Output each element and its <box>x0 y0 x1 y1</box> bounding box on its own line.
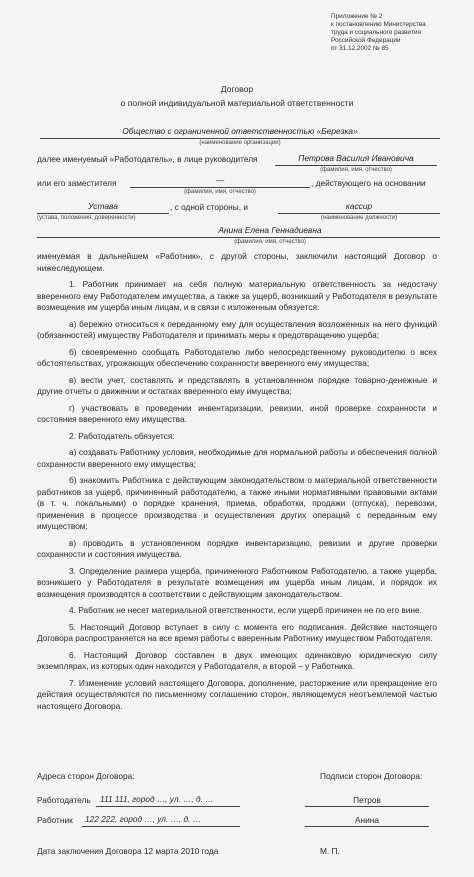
body-paragraph: 3. Определение размера ущерба, причиненного Работником Работодателю, а также ущерба, возникшего у Работодателя в результате возмещения им ущерба иным лицам, и порядок их возмещения производятся в соответствии с действующим законодательством. <box>37 565 437 599</box>
head-name-caption: (фамилия, имя, отчество) <box>320 167 392 173</box>
head-name: Петрова Василия Ивановича <box>298 153 414 163</box>
body-paragraph: в) вести учет, составлять и представлять в установленном порядке товарно-денежные и другие отчеты о движении и остатках вверенного ему имущества; <box>37 374 437 396</box>
body-paragraph: 6. Настоящий Договор составлен в двух имеющих одинаковую юридическую силу экземплярах, из которых один находится у Работодателя, а второй – у Работника. <box>37 649 437 671</box>
organization-name: Общество с ограниченной ответственностью «Березка» <box>122 126 358 136</box>
employer-label: Работодатель <box>37 795 91 805</box>
body-paragraph: а) бережно относиться к переданному ему для осуществления возложенных на него функций (обязанностей) имуществу Работодателя и принимать меры к предотвращению ущерба; <box>37 318 437 340</box>
appendix-line: труда и социального развития <box>331 29 421 36</box>
employer-signature: Петров <box>353 795 381 805</box>
employee-name-caption: (фамилия, имя, отчество) <box>234 239 306 245</box>
body-paragraph: б) своевременно сообщать Работодателю либо непосредственному руководителю о всех обстоятельствах, угрожающих обеспечению сохранности вверенного ему имущества; <box>37 346 437 368</box>
deputy-suffix: , действующего на основании <box>311 178 426 188</box>
contract-date: Дата заключения Договора 12 марта 2010 года <box>37 846 219 856</box>
body-paragraph: в) проводить в установленном порядке инвентаризацию, ревизии и другие проверки сохранности и состояния имущества. <box>37 537 437 559</box>
document-subtitle: о полной индивидуальной материальной ответственности <box>120 98 354 108</box>
deputy-prefix: или его заместителя <box>37 178 117 188</box>
employee-address-underline <box>82 826 240 827</box>
basis-value: Устава <box>88 201 118 211</box>
employer-prefix: далее именуемый «Работодатель», в лице руководителя <box>37 154 258 164</box>
organization-underline <box>40 138 440 139</box>
body-paragraph: 7. Изменение условий настоящего Договора, дополнение, расторжение или прекращение его действия осуществляются по письменному соглашению сторон, являющемуся неотъемлемой частью настоящего Договора. <box>37 677 437 711</box>
employer-address: 111 111, город …, ул. …, д. … <box>100 794 214 804</box>
employee-signature-underline <box>305 826 429 827</box>
organization-caption: (наименование организации) <box>199 140 281 146</box>
position-underline <box>278 213 440 214</box>
body-paragraph: 5. Настоящий Договор вступает в силу с момента его подписания. Действие настоящего Договора распространяется на все время работы с вверенным Работнику имуществом Работодателя. <box>37 621 437 643</box>
body-paragraph: б) знакомить Работника с действующим законодательством о материальной ответственности работников за ущерб, причиненный работодателю, а также иными нормативными правовыми актами (в т. ч. локальными) о порядке хранения, приема, обработки, продажи (отпуска), перевозки, применения в процессе производства и осуществления других операций с переданным ему имуществом; <box>37 475 437 531</box>
deputy-dash: — <box>215 175 225 185</box>
position-caption: (наименование должности) <box>320 215 398 221</box>
document-title: Договор <box>220 84 254 94</box>
deputy-caption: (фамилия, имя, отчество) <box>184 189 256 195</box>
body-paragraph: а) создавать Работнику условия, необходимые для нормальной работы и обеспечения полной сохранности вверенного ему имущества; <box>37 447 437 469</box>
appendix-note <box>331 13 426 53</box>
signatures-label: Подписи сторон Договора: <box>320 771 423 781</box>
body-paragraph: 2. Работодатель обязуется: <box>69 430 175 441</box>
stamp-placeholder: М. П. <box>320 846 340 856</box>
position-value: кассир <box>345 201 373 211</box>
body-paragraph: 1. Работник принимает на себя полную материальную ответственность за недостачу вверенного ему Работодателем имущества, а также за ущерб, возникший у Работодателя в результате возмещения им ущерба иным лицам, и в связи с изложенным обязуется: <box>37 279 437 312</box>
employee-address: 122 222, город …, ул. …, д. … <box>85 814 201 824</box>
basis-caption: (устава, положения, доверенности) <box>37 215 136 221</box>
employee-name: Анина Елена Геннадиевна <box>218 225 322 235</box>
addresses-label: Адреса сторон Договора: <box>37 771 135 781</box>
employee-label: Работник <box>37 815 73 825</box>
employer-signature-underline <box>305 806 429 807</box>
body-paragraph: 4. Работник не несет материальной ответственности, если ущерб причинен не по его вине. <box>69 605 422 615</box>
employee-signature: Анина <box>355 815 379 825</box>
basis-underline <box>37 213 169 214</box>
appendix-line: Российской Федерации <box>331 37 401 44</box>
body-paragraph: г) участвовать в проведении инвентаризации, ревизии, иной проверке сохранности и состояния вверенного ему имущества. <box>37 402 437 424</box>
contract-body <box>37 251 437 712</box>
deputy-underline <box>130 187 310 188</box>
appendix-line: Приложение № 2 <box>331 13 383 20</box>
head-name-underline <box>275 165 437 166</box>
appendix-line: от 31.12.2002 № 85 <box>331 45 389 52</box>
body-paragraph: именуемая в дальнейшем «Работник», с другой стороны, заключили настоящий Договор о нижеследующем. <box>37 251 437 273</box>
employer-address-underline <box>96 806 240 807</box>
appendix-line: к постановлению Министерства <box>331 21 426 28</box>
basis-middle: , с одной стороны, и <box>170 202 248 212</box>
employee-name-underline <box>37 237 440 238</box>
